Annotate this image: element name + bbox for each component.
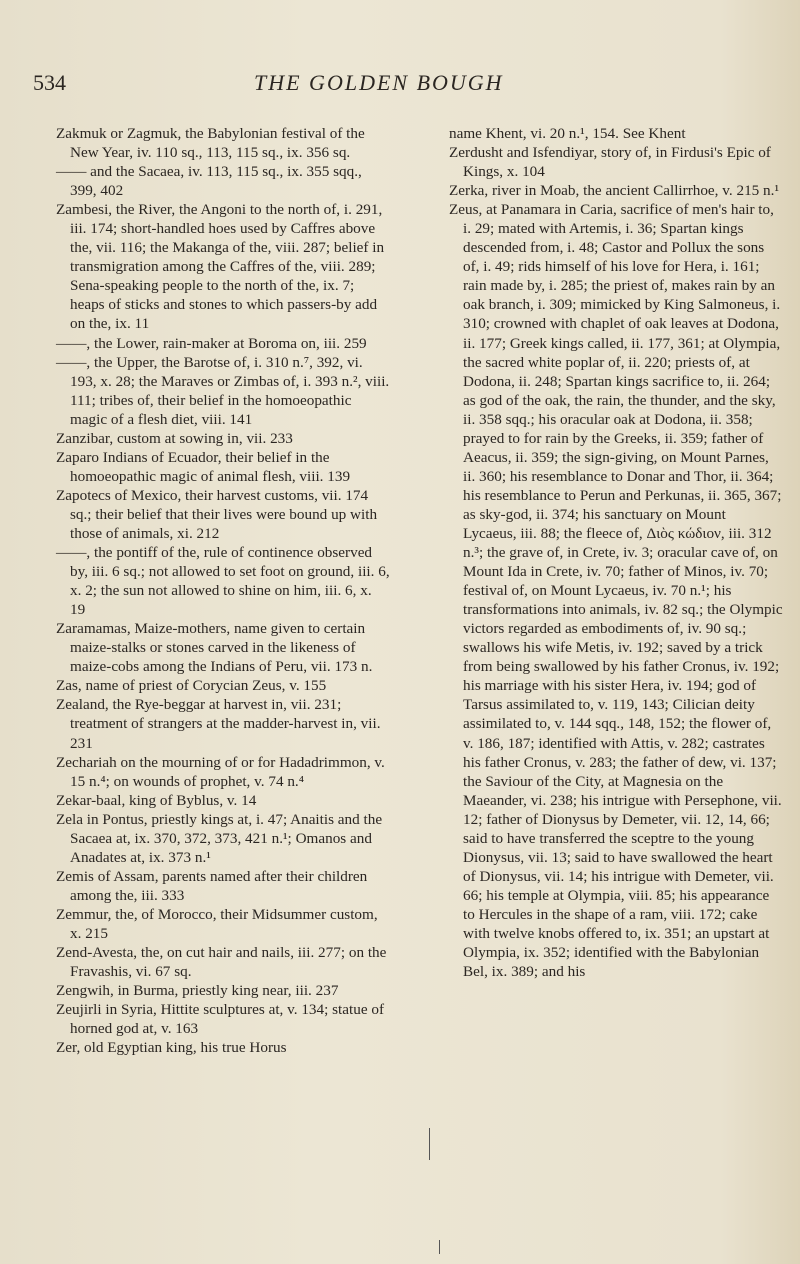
index-entry: Zerka, river in Moab, the ancient Callirrhoe, v. 215 n.¹ [449,182,779,200]
index-entry: ——, the Upper, the Barotse of, i. 310 n.⁷, 392, vi. 193, x. 28; the Maraves or Zimbas of, i. 393 n.², viii. 111; tribes of, their belief in the homoeopathic magic of a flesh diet, viii. 141 [56,353,390,428]
index-entry: Zanzibar, custom at sowing in, vii. 233 [56,429,293,447]
index-column-left [56,124,390,1057]
index-entry: Zemis of Assam, parents named after their children among the, iii. 333 [56,867,368,904]
index-entry: Zealand, the Rye-beggar at harvest in, vii. 231; treatment of strangers at the madder-harvest in, vii. 231 [56,696,381,752]
index-entry: Zeus, at Panamara in Caria, sacrifice of men's hair to, i. 29; mated with Artemis, i. 36; Spartan kings descended from, i. 48; Castor and Pollux the sons of, i. 49; rids himself of his love for Hera, i. 161; rain made by, i. 285; the priest of, makes rain by an oak branch, i. 309; mimicked by King Salmoneus, i. 310; crowned with chaplet of oak leaves at Dodona, ii. 177; Greek kings called, ii. 177, 361; at Olympia, the sacred white poplar of, ii. 220; priests of, at Dodona, ii. 248; Spartan kings sacrifice to, ii. 264; as god of the oak, the rain, the thunder, and the sky, ii. 358 sqq.; his oracular oak at Dodona, ii. 358; prayed to for rain by the Greeks, ii. 359; father of Aeacus, ii. 359; the sign-giving, on Mount Parnes, ii. 360; his resemblance to Donar and Thor, ii. 364; his resemblance to Perun and Perkunas, ii. 365, 367; as sky-god, ii. 374; his sanctuary on Mount Lycaeus, iii. 88; the fleece of, Διὸς κώδιον, iii. 312 n.³; the grave of, in Crete, iv. 3; oracular cave of, on Mount Ida in Crete, iv. 70; father of Minos, iv. 70; festival of, on Mount Lycaeus, iv. 70 n.¹; his transformations into animals, iv. 82 sq.; the Olympic victors regarded as embodiments of, iv. 90 sq.; swallows his wife Metis, iv. 192; saved by a trick from being swallowed by his father Cronus, iv. 192; his marriage with his sister Hera, iv. 194; god of Tarsus assimilated to, v. 119, 143; Cilician deity assimilated to, v. 144 sqq., 148, 152; the flower of, v. 186, 187; identified with Attis, v. 282; castrates his father Cronus, v. 283; the father of dew, vi. 137; the Saviour of the City, at Magnesia on the Maeander, vi. 238; his intrigue with Persephone, vii. 12; father of Dionysus by Demeter, vii. 12, 14, 66; said to have transferred the sceptre to the young Dionysus, vii. 13; said to have swallowed the heart of Dionysus, vii. 14; his intrigue with Demeter, vii. 66; his temple at Olympia, viii. 85; his appearance to Hercules in the shape of a ram, viii. 172; cake with twelve knobs offered to, ix. 351; an upstart at Olympia, ix. 352; identified with the Babylonian Bel, ix. 389; and his [449,201,783,981]
index-entry: Zerdusht and Isfendiyar, story of, in Firdusi's Epic of Kings, x. 104 [449,144,771,181]
index-entry: Zemmur, the, of Morocco, their Midsummer custom, x. 215 [56,905,378,942]
index-entry: Zaparo Indians of Ecuador, their belief in the homoeopathic magic of animal flesh, viii. 139 [56,448,351,485]
index-entry: Zekar-baal, king of Byblus, v. 14 [56,791,257,809]
index-entry: —— and the Sacaea, iv. 113, 115 sq., ix. 355 sqq., 399, 402 [56,163,362,200]
index-column-right [449,124,783,981]
page-number: 534 [33,70,66,95]
index-entry: ——, the pontiff of the, rule of continence observed by, iii. 6 sq.; not allowed to set foot on ground, iii. 6, x. 2; the sun not allowed to shine on him, iii. 6, x. 19 [56,544,390,619]
page-header [0,70,800,100]
index-entry: Zela in Pontus, priestly kings at, i. 47; Anaitis and the Sacaea at, ix. 370, 372, 373, 421 n.¹; Omanos and Anadates at, ix. 373 n.¹ [56,810,383,866]
index-entry: Zaramamas, Maize-mothers, name given to certain maize-stalks or stones carved in the likeness of maize-cobs among the Indians of Peru, vii. 173 n. [56,620,373,676]
index-entry: Zer, old Egyptian king, his true Horus [56,1039,287,1057]
index-entry: Zambesi, the River, the Angoni to the north of, i. 291, iii. 174; short-handled hoes used by Caffres above the, vii. 116; the Makanga of the, viii. 287; belief in transmigration among the Caffres of the, viii. 289; Sena-speaking people to the north of the, ix. 7; heaps of sticks and stones to which passers-by add on the, ix. 11 [56,201,385,333]
running-title: THE GOLDEN BOUGH [254,70,504,95]
index-entry: Zend-Avesta, the, on cut hair and nails, iii. 277; on the Fravashis, vi. 67 sq. [56,944,387,981]
index-entry: Zakmuk or Zagmuk, the Babylonian festival of the New Year, iv. 110 sq., 113, 115 sq., ix. 356 sq. [56,125,365,162]
index-entry: Zeujirli in Syria, Hittite sculptures at, v. 134; statue of horned god at, v. 163 [56,1001,385,1038]
column-edge-mark [429,1128,430,1160]
index-entry: Zechariah on the mourning of or for Hadadrimmon, v. 15 n.⁴; on wounds of prophet, v. 74 n.⁴ [56,753,385,790]
index-entry: Zas, name of priest of Corycian Zeus, v. 155 [56,677,327,695]
index-entry: Zapotecs of Mexico, their harvest customs, vii. 174 sq.; their belief that their lives were bound up with those of animals, xi. 212 [56,486,378,542]
index-entry: name Khent, vi. 20 n.¹, 154. See Khent [449,125,686,142]
index-entry: Zengwih, in Burma, priestly king near, iii. 237 [56,982,339,1000]
index-entry: ——, the Lower, rain-maker at Boroma on, iii. 259 [56,334,367,352]
column-edge-mark [439,1240,440,1254]
